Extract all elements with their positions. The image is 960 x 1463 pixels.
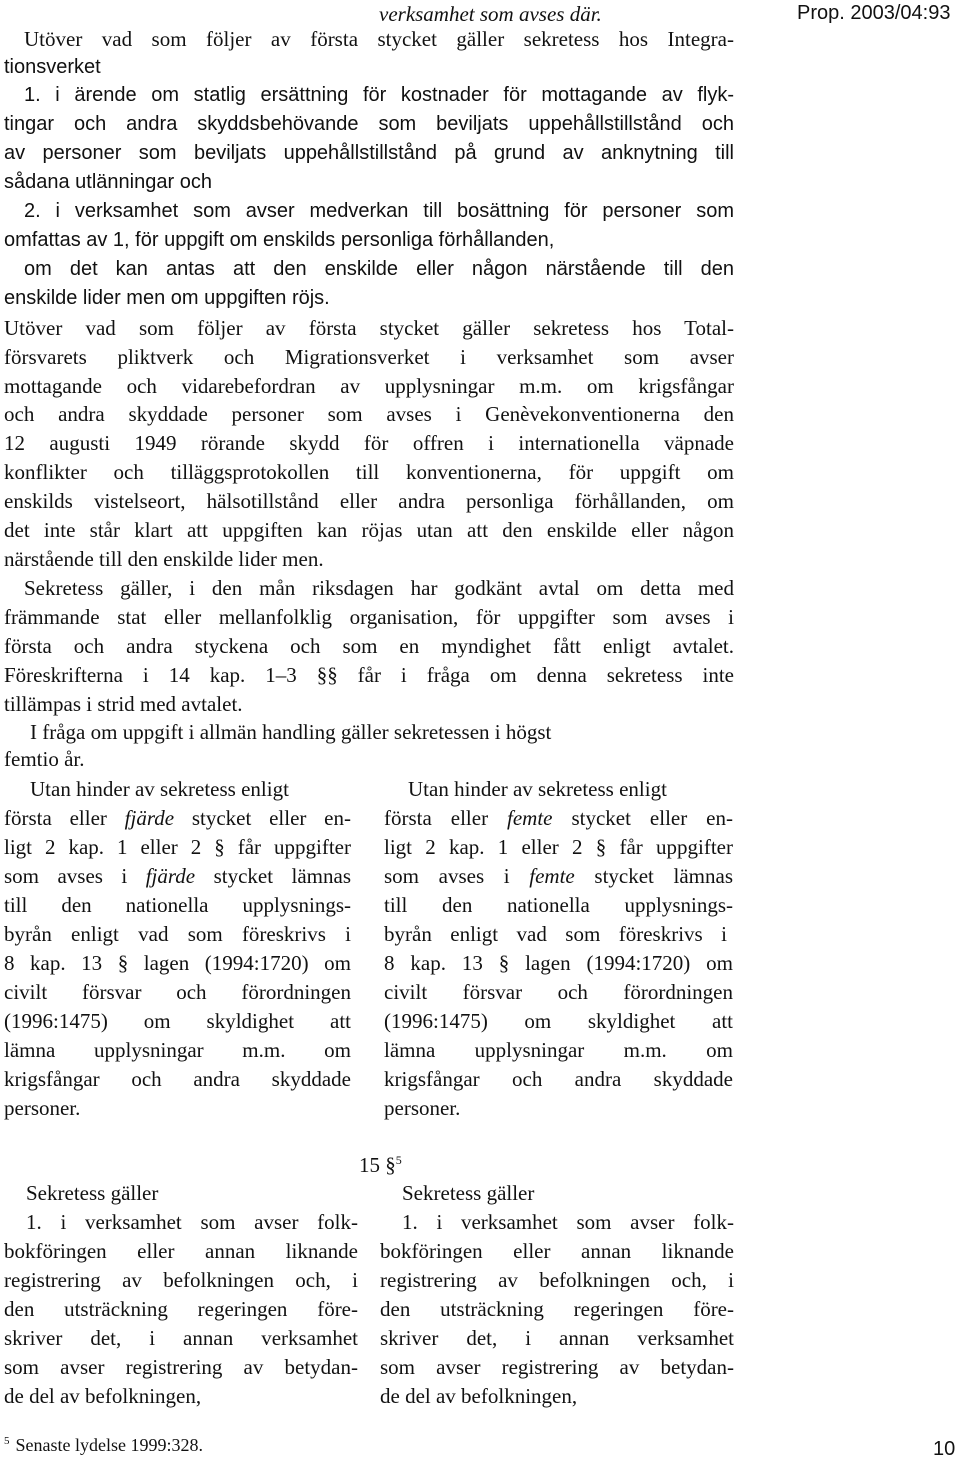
column-line: 8 kap. 13 § lagen (1994:1720) om xyxy=(4,951,351,975)
column-line: bokföringen eller annan liknande xyxy=(380,1239,734,1263)
running-head: verksamhet som avses där. xyxy=(379,2,602,26)
footnote xyxy=(4,1435,203,1456)
column-line: till den nationella upplysnings- xyxy=(4,893,351,917)
text-line: första och andra styckena och som en myndighet fått enligt avtalet. xyxy=(4,634,734,658)
text-line: 1. i ärende om statlig ersättning för kostnader för mottagande av flyk- xyxy=(24,84,734,106)
column-line: som avser registrering av betydan- xyxy=(380,1355,734,1379)
text-line: 12 augusti 1949 rörande skydd för offren i internationella väpnade xyxy=(4,431,734,455)
column-line: Utan hinder av sekretess enligt xyxy=(408,777,667,801)
column-line: Sekretess gäller xyxy=(26,1181,159,1205)
left-column-b xyxy=(4,1181,358,1421)
text-segment: stycket eller en- xyxy=(552,806,733,830)
column-line: skriver det, i annan verksamhet xyxy=(4,1326,358,1350)
column-line xyxy=(4,806,351,831)
column-line: den utsträckning regeringen före- xyxy=(4,1297,358,1321)
text-line: av personer som beviljats uppehållstillstånd på grund av anknytning till xyxy=(4,142,734,164)
footnote-mark: 5 xyxy=(4,1435,10,1447)
text-line: Sekretess gäller, i den mån riksdagen har godkänt avtal om detta med xyxy=(24,576,734,600)
column-line xyxy=(384,806,733,831)
text-line: Utöver vad som följer av första stycket gäller sekretess hos Integra- xyxy=(24,27,734,51)
text-line: femtio år. xyxy=(4,747,85,771)
text-segment: första eller xyxy=(384,806,508,830)
column-line: bokföringen eller annan liknande xyxy=(4,1239,358,1263)
column-line: lämna upplysningar m.m. om xyxy=(384,1038,733,1062)
footnote-text: Senaste lydelse 1999:328. xyxy=(15,1435,203,1455)
column-line: 1. i verksamhet som avser folk- xyxy=(26,1210,358,1234)
page-number: 10 xyxy=(933,1438,956,1460)
text-line: tingar och andra skyddsbehövande som beviljats uppehållstillstånd och xyxy=(4,113,734,135)
emphasis: femte xyxy=(529,864,575,888)
column-line: byrån enligt vad som föreskrivs i xyxy=(4,922,351,946)
column-line: personer. xyxy=(4,1096,81,1120)
text-line: närstående till den enskilde lider men. xyxy=(4,547,324,571)
text-line: försvarets pliktverk och Migrationsverket i verksamhet som avser xyxy=(4,345,734,369)
text-line: om det kan antas att den enskilde eller någon närstående till den xyxy=(24,258,734,280)
column-line: till den nationella upplysnings- xyxy=(384,893,733,917)
column-line: 8 kap. 13 § lagen (1994:1720) om xyxy=(384,951,733,975)
column-line: krigsfångar och andra skyddade xyxy=(384,1067,733,1091)
column-line: ligt 2 kap. 1 eller 2 § får uppgifter xyxy=(4,835,351,859)
emphasis: femte xyxy=(507,806,553,830)
column-line: civilt försvar och förordningen xyxy=(4,980,351,1004)
text-segment: första eller xyxy=(4,806,125,830)
section-number: 15 § xyxy=(359,1153,396,1177)
text-line: främmande stat eller mellanfolklig organisation, för uppgifter som avses i xyxy=(4,605,734,629)
text-line: enskilde lider men om uppgiften röjs. xyxy=(4,287,330,309)
column-line: den utsträckning regeringen före- xyxy=(380,1297,734,1321)
right-column-a xyxy=(384,777,734,1120)
column-line: Utan hinder av sekretess enligt xyxy=(30,777,289,801)
emphasis: fjärde xyxy=(145,864,196,888)
column-line: krigsfångar och andra skyddade xyxy=(4,1067,351,1091)
column-line: 1. i verksamhet som avser folk- xyxy=(402,1210,734,1234)
column-line: registrering av befolkningen och, i xyxy=(380,1268,734,1292)
column-line: Sekretess gäller xyxy=(402,1181,535,1205)
text-line: enskilds vistelseort, hälsotillstånd eller andra personliga förhållanden, om xyxy=(4,489,734,513)
text-line: sådana utlänningar och xyxy=(4,171,212,193)
text-line: och andra skyddade personer som avses i Genèvekonventionerna den xyxy=(4,402,734,426)
column-line: (1996:1475) om skyldighet att xyxy=(4,1009,351,1033)
text-line: tillämpas i strid med avtalet. xyxy=(4,692,243,716)
column-line: lämna upplysningar m.m. om xyxy=(4,1038,351,1062)
text-line: mottagande och vidarebefordran av upplysningar m.m. om krigsfångar xyxy=(4,374,734,398)
emphasis: fjärde xyxy=(124,806,175,830)
column-line: registrering av befolkningen och, i xyxy=(4,1268,358,1292)
column-line: ligt 2 kap. 1 eller 2 § får uppgifter xyxy=(384,835,733,859)
text-line: I fråga om uppgift i allmän handling gäller sekretessen i högst xyxy=(30,720,552,744)
column-line: de del av befolkningen, xyxy=(4,1384,202,1408)
proposition-reference: Prop. 2003/04:93 xyxy=(797,2,951,24)
column-line: som avser registrering av betydan- xyxy=(4,1355,358,1379)
text-segment: som avses i xyxy=(4,864,146,888)
left-column-a xyxy=(4,777,352,1120)
column-line: skriver det, i annan verksamhet xyxy=(380,1326,734,1350)
text-line: det inte står klart att uppgiften kan röjas utan att den enskilde eller någon xyxy=(4,518,734,542)
column-line: civilt försvar och förordningen xyxy=(384,980,733,1004)
text-line: Utöver vad som följer av första stycket gäller sekretess hos Total- xyxy=(4,316,734,340)
column-line xyxy=(384,864,733,889)
column-line: de del av befolkningen, xyxy=(380,1384,578,1408)
text-segment: som avses i xyxy=(384,864,530,888)
text-segment: stycket lämnas xyxy=(574,864,734,888)
column-line: (1996:1475) om skyldighet att xyxy=(384,1009,733,1033)
text-line: Föreskrifterna i 14 kap. 1–3 §§ får i fråga om denna sekretess inte xyxy=(4,663,734,687)
text-segment: stycket lämnas xyxy=(195,864,352,888)
right-column-b xyxy=(380,1181,734,1421)
text-line: omfattas av 1, för uppgift om enskilds personliga förhållanden, xyxy=(4,229,555,251)
text-line: konflikter och tilläggsprotokollen till konventionerna, för uppgift om xyxy=(4,460,734,484)
footnote-reference: 5 xyxy=(395,1153,402,1167)
text-line: 2. i verksamhet som avser medverkan till bosättning för personer som xyxy=(24,200,734,222)
column-line: byrån enligt vad som föreskrivs i xyxy=(384,922,727,946)
column-line: personer. xyxy=(384,1096,461,1120)
column-line xyxy=(4,864,351,889)
section-heading xyxy=(359,1153,402,1178)
text-line: tionsverket xyxy=(4,56,101,78)
text-segment: stycket eller en- xyxy=(174,806,351,830)
